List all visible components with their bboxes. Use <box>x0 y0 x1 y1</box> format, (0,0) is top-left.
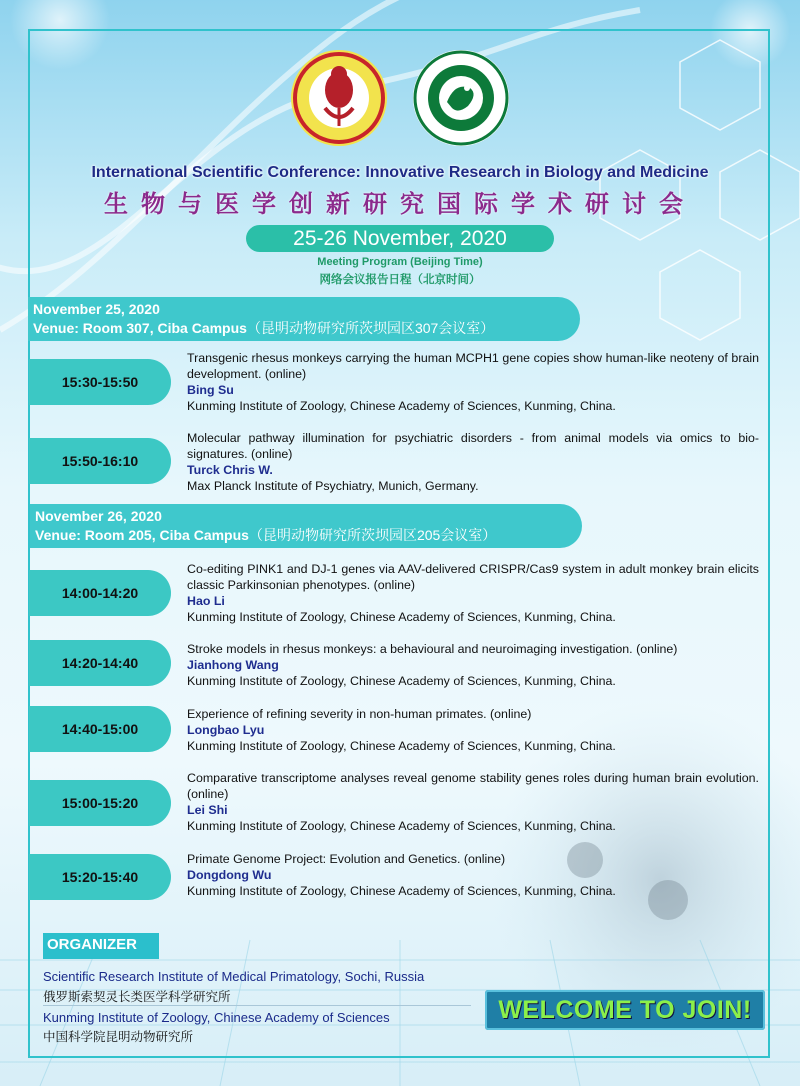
talk-speaker: Longbao Lyu <box>187 723 265 737</box>
primatology-institute-logo-icon <box>291 50 387 146</box>
talk-time: 14:20-14:40 <box>29 640 171 686</box>
organizer-divider <box>43 1005 471 1006</box>
talk-affiliation: Kunming Institute of Zoology, Chinese Academy of Sciences, Kunming, China. <box>187 819 616 833</box>
talk-title: Comparative transcriptome analyses reveal genome stability genes roles during human brain evolution. (online) <box>187 771 759 801</box>
talk-title: Co-editing PINK1 and DJ-1 genes via AAV-delivered CRISPR/Cas9 system in adult monkey brain elicits classic Parkinsonian phenotypes. (online) <box>187 562 759 592</box>
talk-details <box>187 851 759 899</box>
organizer-label: ORGANIZER <box>43 933 159 959</box>
talk-affiliation: Max Planck Institute of Psychiatry, Munich, Germany. <box>187 479 479 493</box>
meeting-program-cn: 网络会议报告日程（北京时间） <box>319 274 481 286</box>
talk-time: 14:00-14:20 <box>29 570 171 616</box>
organizer-1-cn: 俄罗斯索契灵长类医学科学研究所 <box>43 989 231 1004</box>
talk-title: Molecular pathway illumination for psychiatric disorders - from animal models via omics to bio-signatures. (online) <box>187 431 759 461</box>
kunming-institute-logo-icon <box>413 50 509 146</box>
talk-title: Stroke models in rhesus monkeys: a behavioural and neuroimaging investigation. (online) <box>187 642 678 656</box>
talk-affiliation: Kunming Institute of Zoology, Chinese Academy of Sciences, Kunming, China. <box>187 399 616 413</box>
talk-details <box>187 350 759 414</box>
welcome-banner: WELCOME TO JOIN! <box>485 990 765 1030</box>
talk-speaker: Bing Su <box>187 383 234 397</box>
day-banner <box>28 297 580 341</box>
talk-speaker: Lei Shi <box>187 803 228 817</box>
talk-details <box>187 770 759 834</box>
talk-details <box>187 641 759 689</box>
conference-date: 25-26 November, 2020 <box>246 225 554 252</box>
talk-speaker: Dongdong Wu <box>187 868 272 882</box>
talk-affiliation: Kunming Institute of Zoology, Chinese Academy of Sciences, Kunming, China. <box>187 674 616 688</box>
talk-time: 14:40-15:00 <box>29 706 171 752</box>
talk-speaker: Jianhong Wang <box>187 658 279 672</box>
day-date: November 26, 2020 <box>35 508 162 524</box>
meeting-program-en: Meeting Program (Beijing Time) <box>317 256 483 268</box>
talk-title: Primate Genome Project: Evolution and Genetics. (online) <box>187 852 506 866</box>
talk-affiliation: Kunming Institute of Zoology, Chinese Academy of Sciences, Kunming, China. <box>187 884 616 898</box>
logos <box>0 48 800 148</box>
organizer-1-en: Scientific Research Institute of Medical Primatology, Sochi, Russia <box>43 969 425 984</box>
talk-details <box>187 430 759 494</box>
talk-affiliation: Kunming Institute of Zoology, Chinese Academy of Sciences, Kunming, China. <box>187 739 616 753</box>
organizer-2-cn: 中国科学院昆明动物研究所 <box>43 1029 194 1044</box>
conference-title-cn: 生物与医学创新研究国际学术研讨会 <box>104 190 696 218</box>
talk-affiliation: Kunming Institute of Zoology, Chinese Academy of Sciences, Kunming, China. <box>187 610 616 624</box>
talk-details <box>187 706 759 754</box>
talk-time: 15:20-15:40 <box>29 854 171 900</box>
talk-title: Transgenic rhesus monkeys carrying the human MCPH1 gene copies show human-like neoteny of brain development. (online) <box>187 351 759 381</box>
day-venue: Venue: Room 205, Ciba Campus（昆明动物研究所茨坝园区205会议室） <box>35 527 497 543</box>
day-date: November 25, 2020 <box>33 301 160 317</box>
talk-speaker: Hao Li <box>187 594 225 608</box>
talk-time: 15:00-15:20 <box>29 780 171 826</box>
day-venue: Venue: Room 307, Ciba Campus（昆明动物研究所茨坝园区307会议室） <box>33 320 495 336</box>
organizer-2-en: Kunming Institute of Zoology, Chinese Academy of Sciences <box>43 1010 390 1025</box>
talk-time: 15:50-16:10 <box>29 438 171 484</box>
conference-title-en: International Scientific Conference: Innovative Research in Biology and Medicine <box>91 164 709 181</box>
talk-speaker: Turck Chris W. <box>187 463 273 477</box>
day-banner <box>30 504 582 548</box>
talk-details <box>187 561 759 625</box>
talk-time: 15:30-15:50 <box>29 359 171 405</box>
talk-title: Experience of refining severity in non-human primates. (online) <box>187 707 532 721</box>
